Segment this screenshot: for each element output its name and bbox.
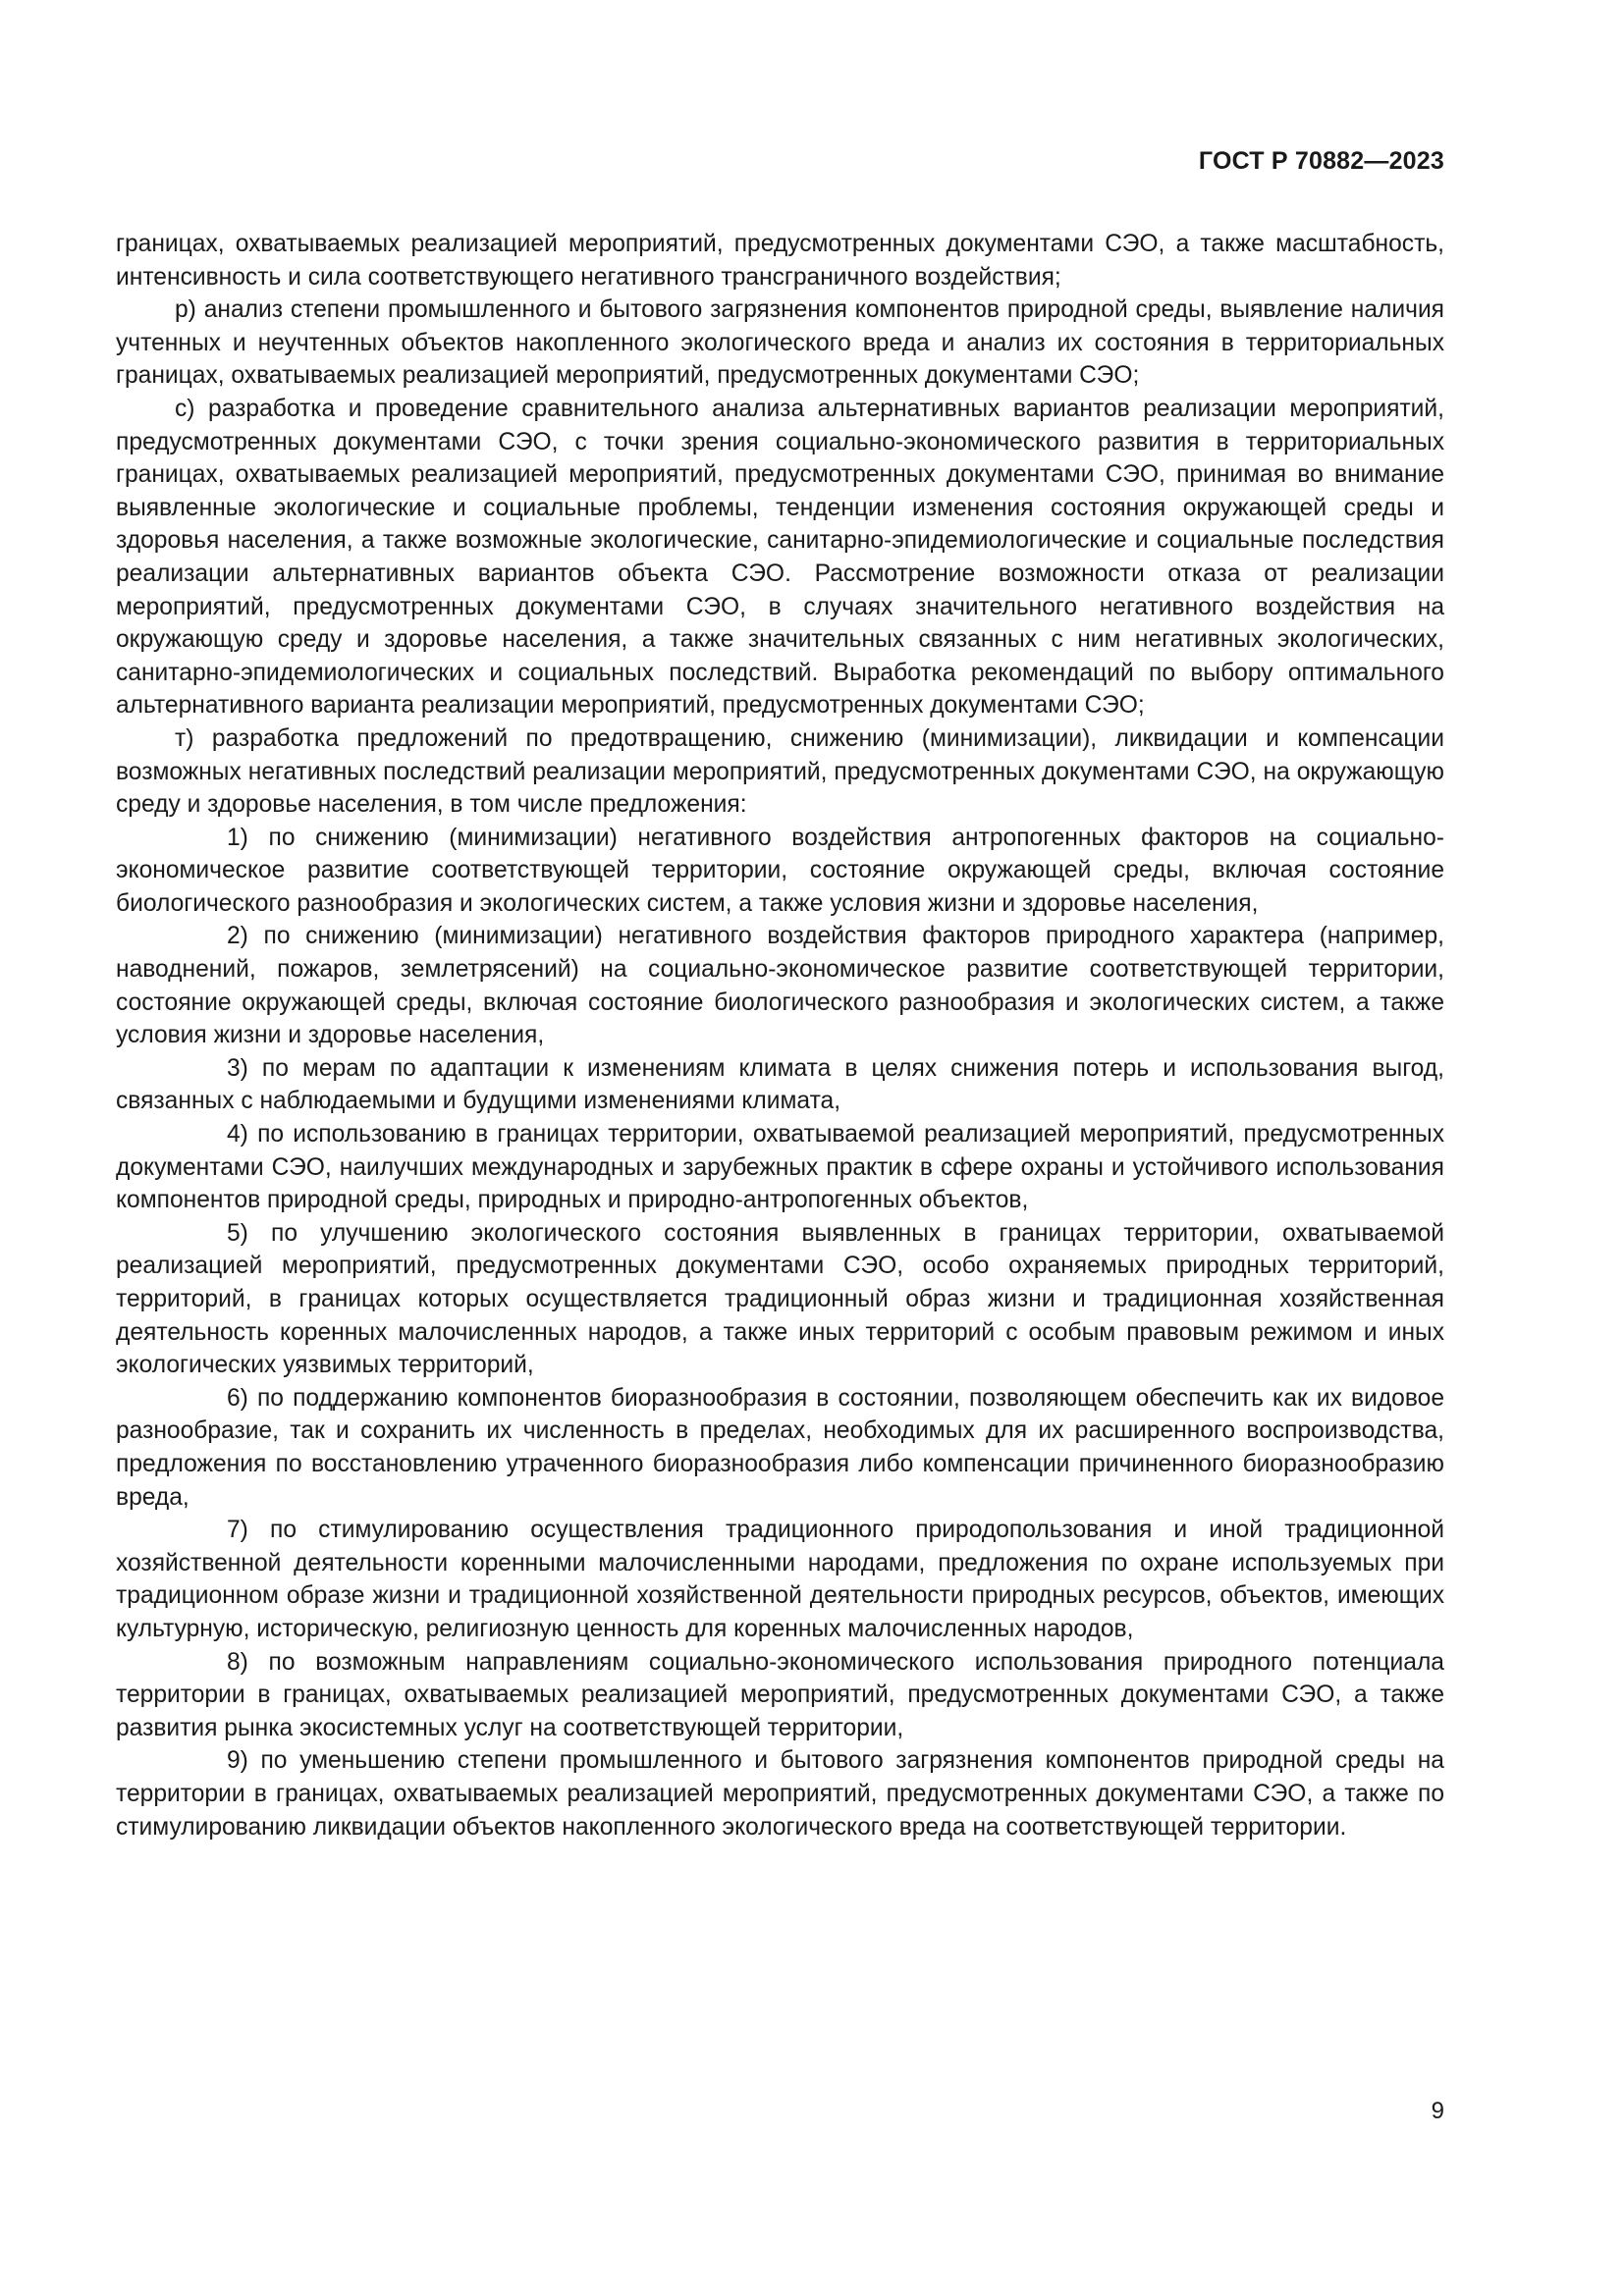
document-body [116,228,1444,1843]
subitem-8: 8) по возможным направлениям социально-экономического использования природного потенциала территории в границах, охватываемых реализацией мероприятий, предусмотренных документами СЭО, а также развития рынка экосистемных услуг на соответствующей территории, [116,1648,1444,1741]
subitem-3: 3) по мерам по адаптации к изменениям климата в целях снижения потерь и использования выгод, связанных с наблюдаемыми и будущими изменениями климата, [116,1054,1444,1115]
paragraph-continuation: границах, охватываемых реализацией мероприятий, предусмотренных документами СЭО, а также масштабность, интенсивность и сила соответствующего негативного трансграничного воздействия; [116,231,1444,291]
page-number: 9 [1431,2098,1444,2124]
paragraph-item-s: с) разработка и проведение сравнительного анализа альтернативных вариантов реализации мероприятий, предусмотренных документами СЭО, с точки зрения социально-экономического развития в территориальных границах, охватываемых реализацией мероприятий, предусмотренных документами СЭО, принимая во внимание выявленные экологические и социальные проблемы, тенденции изменения состояния окружающей среды и здоровья населения, а также возможные экологические, санитарно-эпидемиологические и социальные последствия реализации альтернативных вариантов объекта СЭО. Рассмотрение возможности отказа от реализации мероприятий, предусмотренных документами СЭО, в случаях значительного негативного воздействия на окружающую среду и здоровье населения, а также значительных связанных с ним негативных экологических, санитарно-эпидемиологических и социальных последствий. Выработка рекомендаций по выбору оптимального альтернативного варианта реализации мероприятий, предусмотренных документами СЭО; [116,395,1444,720]
paragraph-item-r: р) анализ степени промышленного и бытового загрязнения компонентов природной среды, выявление наличия учтенных и неучтенных объектов накопленного экологического вреда и анализ их состояния в территориальных границах, охватываемых реализацией мероприятий, предусмотренных документами СЭО; [116,296,1444,390]
subitem-1: 1) по снижению (минимизации) негативного воздействия антропогенных факторов на социально-экономическое развитие соответствующей территории, состояние окружающей среды, включая состояние биологического разнообразия и экологических систем, а также условия жизни и здоровье населения, [116,824,1444,917]
subitem-6: 6) по поддержанию компонентов биоразнообразия в состоянии, позволяющем обеспечить как их видовое разнообразие, так и сохранить их численность в пределах, необходимых для их расширенного воспроизводства, предложения по восстановлению утраченного биоразнообразия либо компенсации причиненного биоразнообразию вреда, [116,1384,1444,1511]
subitem-7: 7) по стимулированию осуществления традиционного природопользования и иной традиционной хозяйственной деятельности коренными малочисленными народами, предложения по охране используемых при традиционном образе жизни и традиционной хозяйственной деятельности природных ресурсов, объектов, имеющих культурную, историческую, религиозную ценность для коренных малочисленных народов, [116,1517,1444,1642]
subitem-9: 9) по уменьшению степени промышленного и бытового загрязнения компонентов природной среды на территории в границах, охватываемых реализацией мероприятий, предусмотренных документами СЭО, а также по стимулированию ликвидации объектов накопленного экологического вреда на соответствующей территории. [116,1747,1444,1841]
subitem-4: 4) по использованию в границах территории, охватываемой реализацией мероприятий, предусмотренных документами СЭО, наилучших международных и зарубежных практик в сфере охраны и устойчивого использования компонентов природной среды, природных и природно-антропогенных объектов, [116,1121,1444,1214]
paragraph-item-t: т) разработка предложений по предотвращению, снижению (минимизации), ликвидации и компенсации возможных негативных последствий реализации мероприятий, предусмотренных документами СЭО, на окружающую среду и здоровье населения, в том числе предложения: [116,724,1444,819]
subitem-2: 2) по снижению (минимизации) негативного воздействия факторов природного характера (например, наводнений, пожаров, землетрясений) на социально-экономическое развитие соответствующей территории, состояние окружающей среды, включая состояние биологического разнообразия и экологических систем, а также условия жизни и здоровье населения, [116,923,1444,1049]
subitem-5: 5) по улучшению экологического состояния выявленных в границах территории, охватываемой реализацией мероприятий, предусмотренных документами СЭО, особо охраняемых природных территорий, территорий, в границах которых осуществляется традиционный образ жизни и традиционная хозяйственная деятельность коренных малочисленных народов, а также иных территорий с особым правовым режимом и иных экологических уязвимых территорий, [116,1219,1444,1379]
document-code: ГОСТ Р 70882—2023 [1198,147,1444,175]
